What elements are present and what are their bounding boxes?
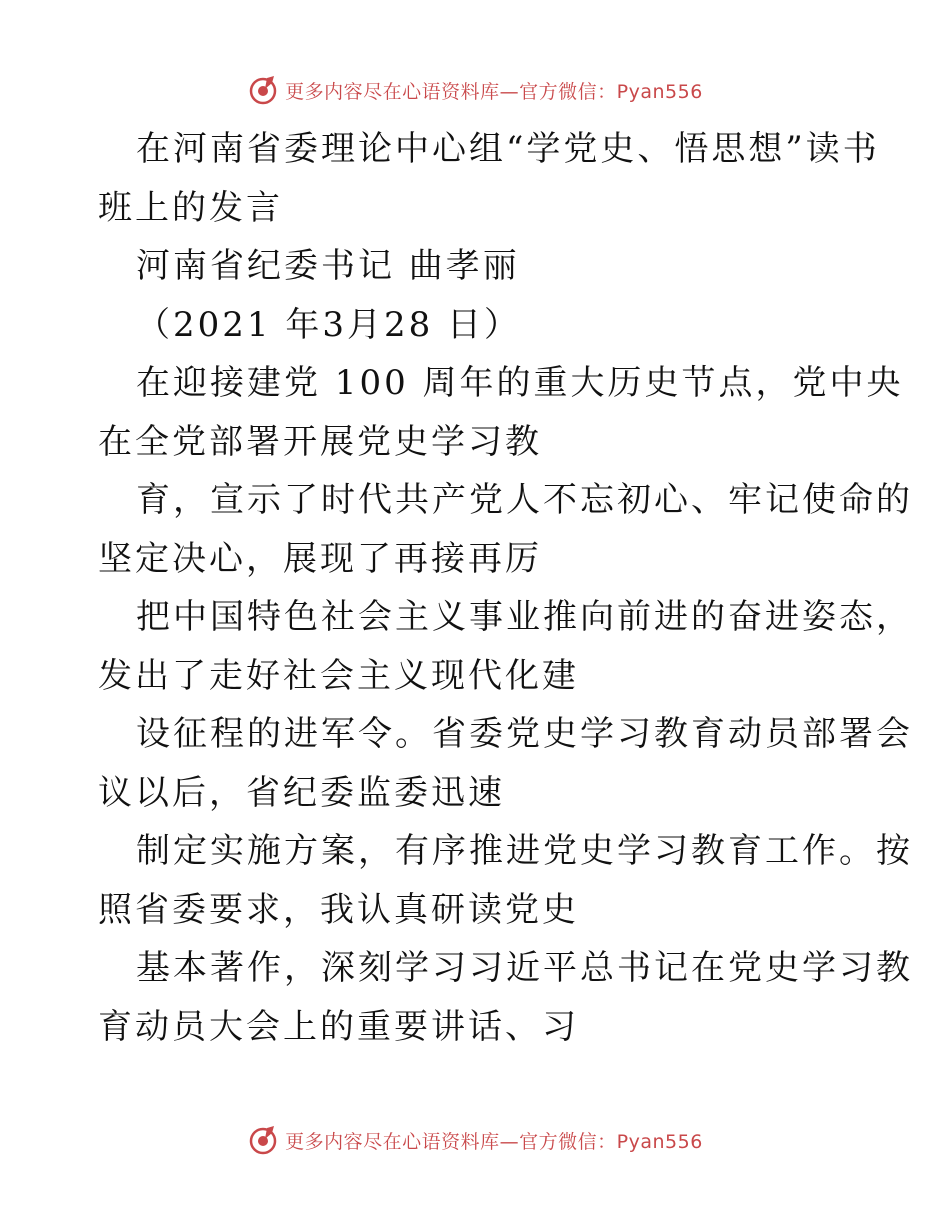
text-line: 发出了走好社会主义现代化建 <box>98 655 579 696</box>
document-body <box>98 120 913 1056</box>
footer-watermark <box>0 1120 950 1160</box>
watermark-text: 更多内容尽在心语资料库—官方微信：Pyan556 <box>285 1130 703 1153</box>
text-line: （2021 年3月28 日） <box>136 304 522 345</box>
pen-circle-logo-icon <box>247 74 279 106</box>
text-line: 设征程的进军令。省委党史学习教育动员部署会 <box>136 714 913 754</box>
watermark-text: 更多内容尽在心语资料库—官方微信：Pyan556 <box>285 80 703 103</box>
text-line: 在河南省委理论中心组“学党史、悟思想”读书 <box>136 129 880 169</box>
text-line: 育动员大会上的重要讲话、习 <box>98 1006 579 1047</box>
text-line: 照省委要求，我认真研读党史 <box>98 889 579 930</box>
text-line: 基本著作，深刻学习习近平总书记在党史学习教 <box>136 948 913 988</box>
text-line: 议以后，省纪委监委迅速 <box>98 772 505 813</box>
text-line: 在迎接建党 100 周年的重大历史节点，党中央 <box>136 363 904 403</box>
text-line: 河南省纪委书记 曲孝丽 <box>136 246 520 286</box>
text-line: 育，宣示了时代共产党人不忘初心、牢记使命的 <box>136 480 913 520</box>
text-line: 在全党部署开展党史学习教 <box>98 421 542 462</box>
header-watermark <box>0 70 950 110</box>
text-line: 坚定决心，展现了再接再厉 <box>98 538 542 579</box>
text-line: 班上的发言 <box>98 187 283 228</box>
pen-circle-logo-icon <box>247 1124 279 1156</box>
text-line: 制定实施方案，有序推进党史学习教育工作。按 <box>136 831 913 871</box>
text-line: 把中国特色社会主义事业推向前进的奋进姿态， <box>136 597 913 637</box>
